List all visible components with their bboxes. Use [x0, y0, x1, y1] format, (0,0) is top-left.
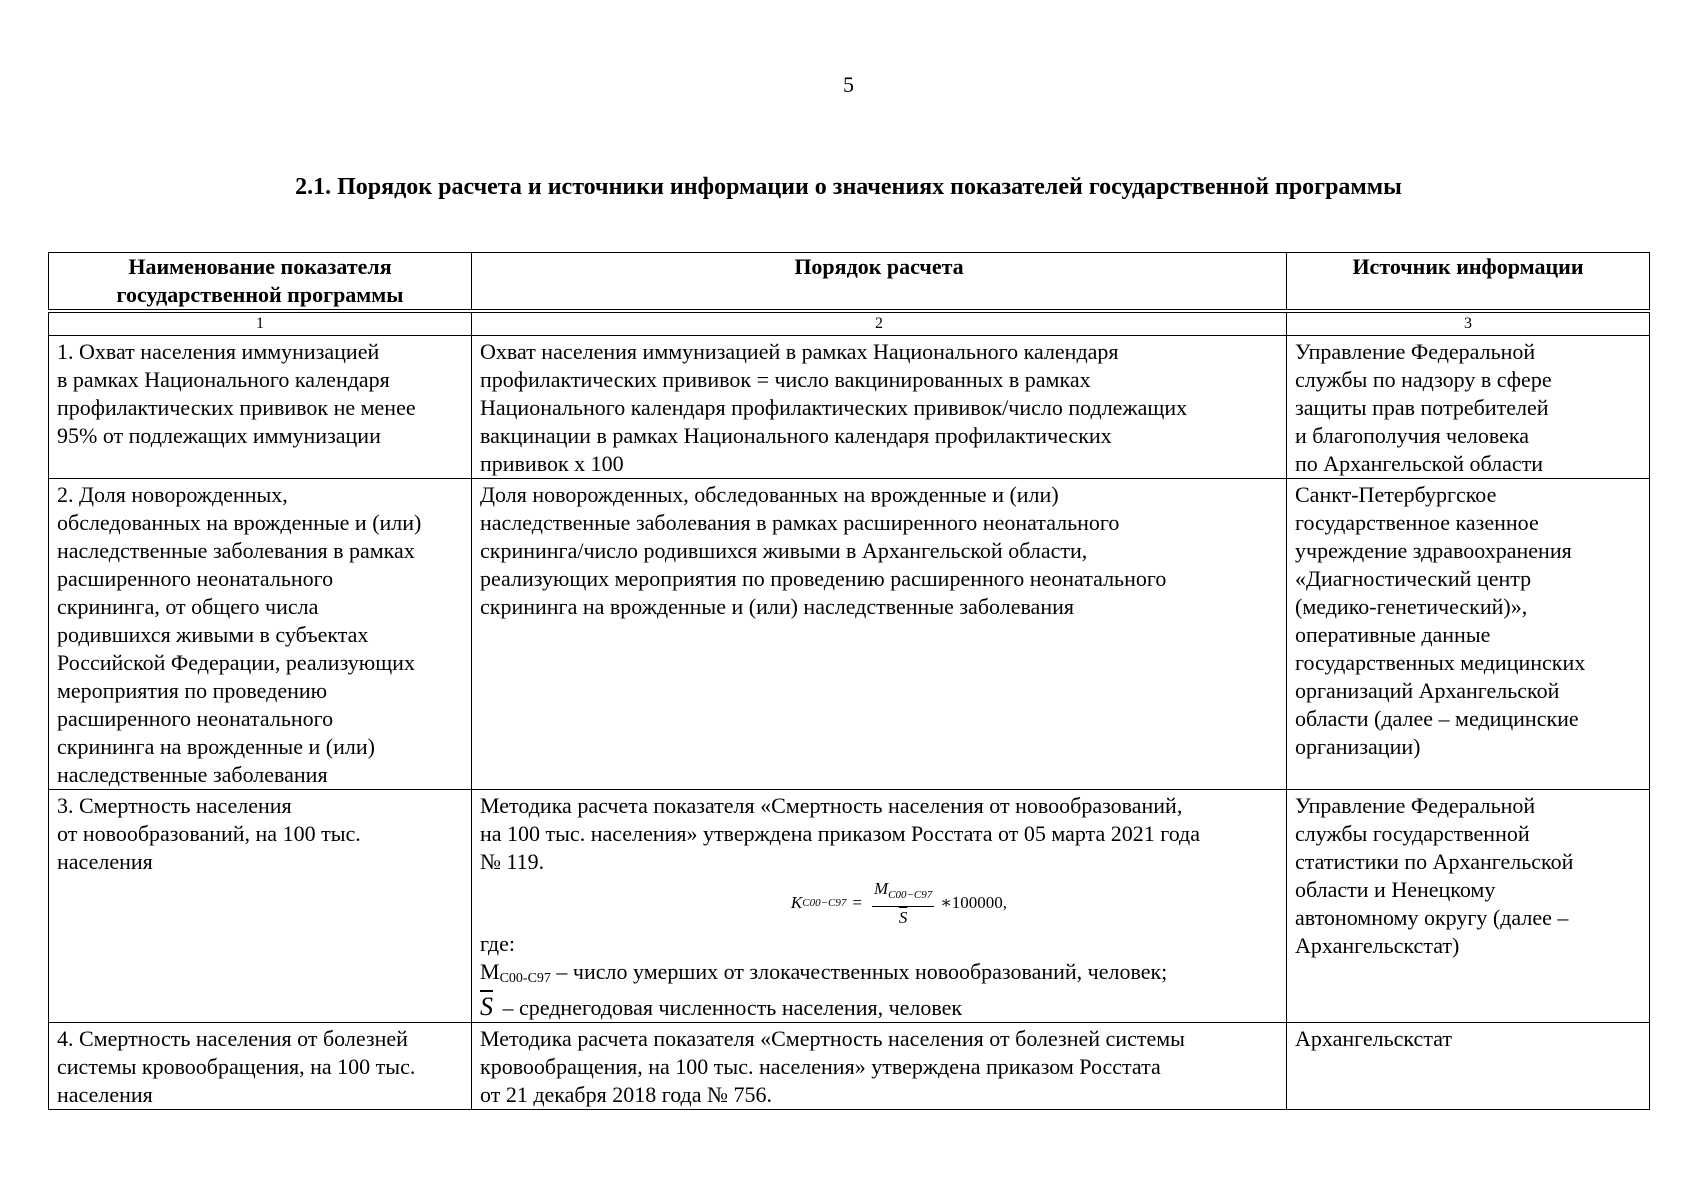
- column-number: 3: [1287, 313, 1650, 336]
- information-source: Архангельскстат: [1287, 1023, 1650, 1110]
- formula-fraction: [872, 878, 934, 929]
- table-row: [49, 479, 1650, 790]
- table-header-row: [49, 253, 1650, 310]
- m-subscript: C00-C97: [499, 971, 551, 986]
- m-definition: [480, 958, 1278, 993]
- table-row: [49, 1023, 1650, 1110]
- table-row: [49, 336, 1650, 479]
- indicator-name: 3. Смертность населения от новообразований, на 100 тыс. населения: [49, 790, 472, 1023]
- mortality-formula: [520, 876, 1278, 930]
- column-number: 1: [49, 313, 472, 336]
- header-calculation-method: Порядок расчета: [472, 253, 1287, 310]
- calculation-method: Методика расчета показателя «Смертность населения от болезней системы кровообращения, на 100 тыс. населения» утверждена приказом Росстата от 21 декабря 2018 года № 756.: [472, 1023, 1287, 1110]
- calculation-method: Доля новорожденных, обследованных на врожденные и (или) наследственные заболевания в рамках расширенного неонатального скрининга/число родившихся живыми в Архангельской области, реализующих мероприятия по проведению расширенного неонатального скрининга на врожденные и (или) наследственные заболевания: [472, 479, 1287, 790]
- information-source: Санкт-Петербургское государственное казенное учреждение здравоохранения «Диагностический центр (медико-генетический)», оперативные данные государственных медицинских организаций Архангельской области (далее – медицинские организации): [1287, 479, 1650, 790]
- calculation-method: [472, 790, 1287, 1023]
- header-indicator-name: Наименование показателя государственной программы: [49, 253, 472, 310]
- table-row: [49, 790, 1650, 1023]
- information-source: Управление Федеральной службы по надзору в сфере защиты прав потребителей и благополучия человека по Архангельской области: [1287, 336, 1650, 479]
- column-numbers-row: [49, 313, 1650, 336]
- formula-multiplier: ∗100000,: [940, 893, 1008, 912]
- information-source: Управление Федеральной службы государственной статистики по Архангельской области и Ненецкому автономному округу (далее – Архангельскстат): [1287, 790, 1650, 1023]
- column-number: 2: [472, 313, 1287, 336]
- calculation-method: Охват населения иммунизацией в рамках Национального календаря профилактических прививок = число вакцинированных в рамках Национального календаря профилактических прививок/число подлежащих вакцинации в рамках Национального календаря профилактических прививок х 100: [472, 336, 1287, 479]
- indicators-table: [48, 252, 1649, 1110]
- m-symbol: M: [480, 959, 500, 984]
- formula-lhs-subscript: C00−C97: [802, 897, 847, 909]
- indicator-name: 2. Доля новорожденных, обследованных на врожденные и (или) наследственные заболевания в рамках расширенного неонатального скрининга, от общего числа родившихся живыми в субъектах Российской Федерации, реализующих мероприятия по проведению расширенного неонатального скрининга на врожденные и (или) наследственные заболевания: [49, 479, 472, 790]
- indicator-name: 4. Смертность населения от болезней системы кровообращения, на 100 тыс. населения: [49, 1023, 472, 1110]
- formula-lhs: K: [790, 893, 803, 912]
- m-description: – число умерших от злокачественных новообразований, человек;: [550, 959, 1168, 984]
- indicator-name: 1. Охват населения иммунизацией в рамках Национального календаря профилактических прививок не менее 95% от подлежащих иммунизации: [49, 336, 472, 479]
- s-description: – среднегодовая численность населения, человек: [497, 995, 963, 1020]
- header-information-source: Источник информации: [1287, 253, 1650, 310]
- method-text: Методика расчета показателя «Смертность населения от новообразований, на 100 тыс. населения» утверждена приказом Росстата от 05 марта 2021 года № 119.: [480, 793, 1201, 874]
- formula-where: где:: [480, 931, 515, 956]
- section-title: 2.1. Порядок расчета и источники информации о значениях показателей государственной программы: [295, 174, 1402, 200]
- s-definition: [480, 993, 1278, 1022]
- formula-equals: =: [852, 893, 862, 912]
- formula-numerator-symbol: M: [873, 878, 889, 898]
- s-symbol: $\overline{S}$: [480, 992, 493, 1021]
- page-number: 5: [843, 72, 854, 97]
- formula-denominator: S: [898, 907, 908, 927]
- formula-numerator: [872, 878, 934, 907]
- formula-numerator-subscript: C00−C97: [888, 888, 933, 901]
